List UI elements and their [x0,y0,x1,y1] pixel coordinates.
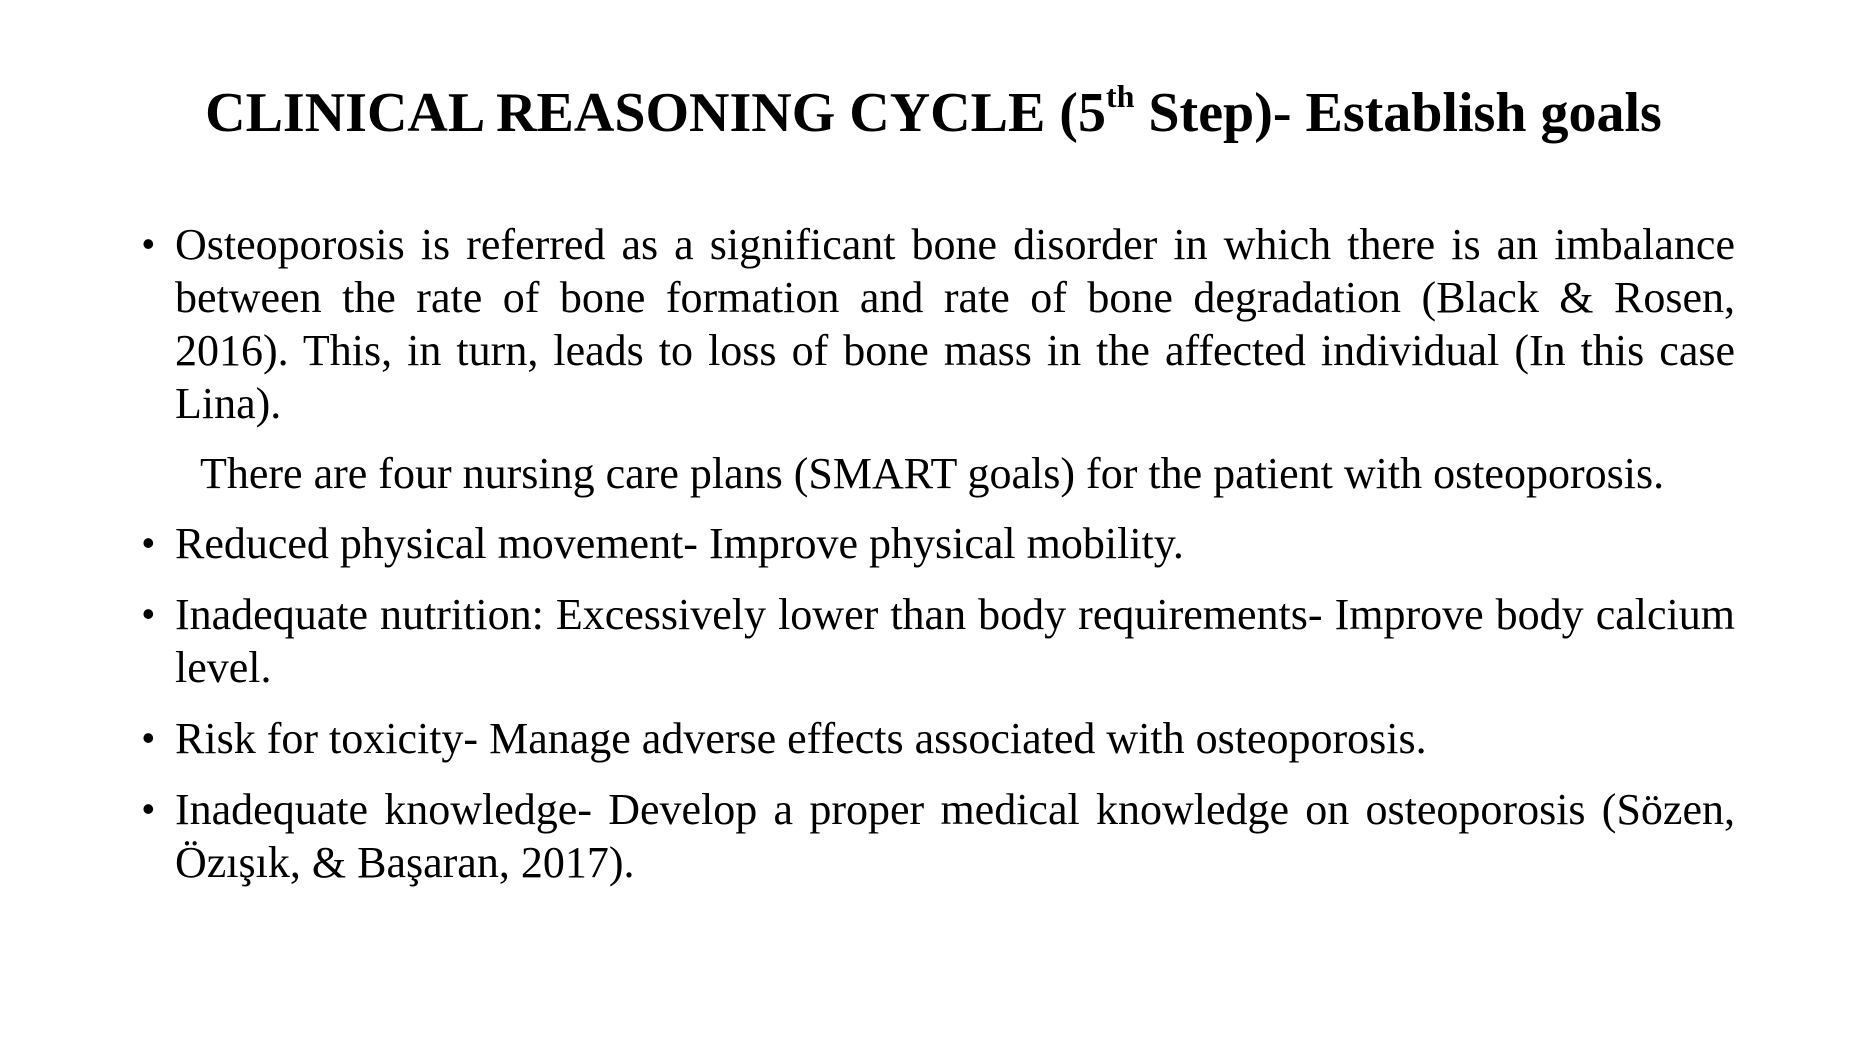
title-main: CLINICAL REASONING CYCLE (5 [205,82,1106,144]
goal-bullet-3: • Risk for toxicity- Manage adverse effects associated with osteoporosis. [142,712,1735,765]
title-rest: Step)- Establish goals [1134,82,1662,144]
slide-body [142,218,1735,889]
goal-bullet-2: • Inadequate nutrition: Excessively lower than body requirements- Improve body calcium level. [142,588,1735,694]
goal-bullet-1: • Reduced physical movement- Improve physical mobility. [142,517,1735,570]
goal-bullet-4: • Inadequate knowledge- Develop a proper medical knowledge on osteoporosis (Sözen, Özışık, & Başaran, 2017). [142,783,1735,889]
slide-title [0,78,1867,148]
care-plans-paragraph: There are four nursing care plans (SMART goals) for the patient with osteoporosis. [200,449,1665,498]
title-superscript: th [1105,78,1135,114]
intro-bullet: • Osteoporosis is referred as a significant bone disorder in which there is an imbalance between the rate of bone formation and rate of bone degradation (Black & Rosen, 2016). This, in turn, leads to loss of bone mass in the affected individual (In this case Lina). [142,218,1735,430]
